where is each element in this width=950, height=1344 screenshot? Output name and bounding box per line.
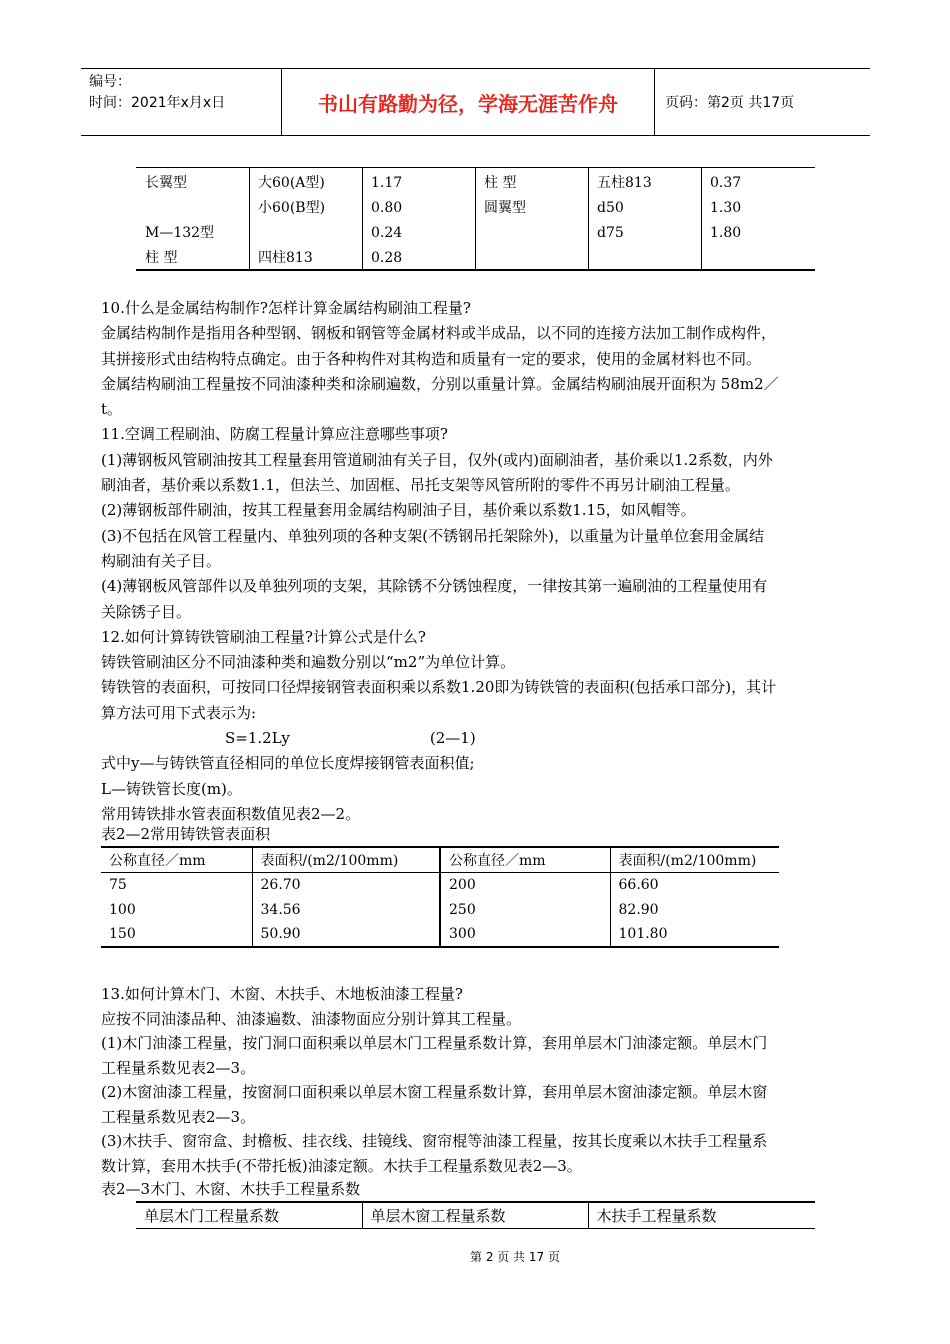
paragraph-line: (2)薄钢板部件刷油，按其工程量套用金属结构刷油子目，基价乘以系数1.15，如风帽等。 (101, 501, 696, 520)
table-cell: 250 (440, 897, 610, 922)
paragraph-line: (3)木扶手、窗帘盒、封檐板、挂衣线、挂镜线、窗帘棍等油漆工程量，按其长度乘以木扶手工程量系 (101, 1132, 768, 1150)
table-cell (258, 221, 368, 246)
table-cell: 50.90 (252, 922, 440, 947)
table-header-cell: 表面积/(m2/100mm) (610, 847, 779, 872)
paragraph-line: 13.如何计算木门、木窗、木扶手、木地板油漆工程量? (101, 985, 463, 1003)
paragraph-line: 其拼接形式由结构特点确定。由于各种构件对其构造和质量有一定的要求，使用的金属材料也不同。 (101, 349, 762, 368)
paragraph-line: 刷油者，基价乘以系数1.1，但法兰、加固框、吊托支架等风管所附的零件不再另计刷油工程量。 (101, 476, 740, 495)
table-cell: 0.80 (371, 200, 403, 216)
paragraph-line: L—铸铁管长度(m)。 (101, 779, 242, 798)
table-header-cell: 单层木门工程量系数 (136, 1202, 362, 1228)
paragraph-line: 应按不同油漆品种、油漆遍数、油漆物面应分别计算其工程量。 (101, 1009, 522, 1028)
radiator-area-table (136, 167, 815, 271)
table-cell: 1.30 (710, 200, 742, 216)
table-header-row (101, 847, 779, 872)
paragraph-line: 算方法可用下式表示为: (101, 703, 257, 722)
table-divider (701, 168, 702, 269)
paragraph-line: 金属结构制作是指用各种型钢、钢板和钢管等金属材料或半成品，以不同的连接方法加工制作成构件， (101, 324, 777, 343)
time-label: 时间：2021年x月x日 (89, 95, 226, 111)
table-row (101, 872, 779, 897)
paragraph-line: 铸铁管刷油区分不同油漆种类和遍数分别以“m2”为单位计算。 (101, 653, 516, 672)
paragraph-line: (2)木窗油漆工程量，按窗洞口面积乘以单层木窗工程量系数计算，套用单层木窗油漆定额。单层木窗 (101, 1083, 768, 1101)
paragraph-line: (4)薄钢板风管部件以及单独列项的支架，其除锈不分锈蚀程度，一律按其第一遍刷油的工程量使用有 (101, 577, 768, 596)
code-label: 编号： (89, 74, 131, 90)
table-cell: 300 (440, 922, 610, 947)
body-section-2 (101, 982, 853, 1178)
formula-line (101, 726, 853, 751)
table-cell: 圆翼型 (484, 200, 526, 216)
paragraph-line: (1)木门油漆工程量，按门洞口面积乘以单层木门工程量系数计算，套用单层木门油漆定额。单层木门 (101, 1034, 768, 1052)
table-cell: 五柱813 (597, 175, 652, 191)
table-cell: 0.24 (371, 225, 403, 241)
table-divider (249, 168, 250, 269)
table-cell: 1.80 (710, 225, 742, 241)
table2-caption: 表2—2常用铸铁管表面积 (101, 825, 271, 843)
table-cell: 82.90 (618, 901, 659, 918)
table-cell: 1.17 (371, 175, 403, 191)
table-cell: M—132型 (145, 225, 215, 241)
table-cell: 四柱813 (258, 250, 313, 266)
paragraph-line: 10.什么是金属结构制作?怎样计算金属结构刷油工程量? (101, 299, 471, 317)
paragraph-line: 关除锈子目。 (101, 602, 192, 621)
table-cell: 柱 型 (484, 175, 517, 191)
table-cell: 200 (440, 872, 610, 897)
wood-coefficient-table (136, 1201, 815, 1229)
table-divider (475, 168, 476, 269)
paragraph-line: 铸铁管的表面积，可按同口径焊接钢管表面积乘以系数1.20即为铸铁管的表面积(包括承口部分)，其计 (101, 678, 777, 697)
table-row (101, 897, 779, 922)
table-cell: 长翼型 (145, 175, 187, 191)
table-cell: 柱 型 (145, 250, 178, 266)
table1-col-5 (597, 168, 707, 269)
paragraph-line: (1)薄钢板风管刷油按其工程量套用管道刷油有关子目，仅外(或内)面刷油者，基价乘以1.2系数，内外 (101, 450, 773, 469)
table-cell: 0.28 (371, 250, 403, 266)
table-header-cell: 木扶手工程量系数 (588, 1202, 815, 1228)
table-divider (362, 168, 363, 269)
page-header (81, 68, 870, 136)
table-cell: 34.56 (252, 897, 440, 922)
header-page-info: 页码：第2页 共17页 (665, 95, 795, 111)
paragraph-line: 12.如何计算铸铁管刷油工程量?计算公式是什么? (101, 627, 426, 646)
paragraph-line: 金属结构刷油工程量按不同油漆种类和涂刷遍数，分别以重量计算。金属结构刷油展开面积为 58m2／ (101, 374, 779, 393)
table1-col-6 (710, 168, 810, 269)
paragraph-line: 常用铸铁排水管表面积数值见表2—2。 (101, 804, 361, 823)
table-cell: 66.60 (618, 876, 659, 893)
table-cell: 100 (101, 897, 252, 922)
table-row (101, 922, 779, 947)
table-cell: d50 (597, 200, 624, 216)
table-cell: 101.80 (610, 922, 779, 947)
table1-col-1 (145, 168, 255, 269)
paragraph-line: 构刷油有关子目。 (101, 551, 222, 570)
paragraph-line: 工程量系数见表2—3。 (101, 1058, 256, 1077)
body-section-1 (101, 296, 853, 827)
paragraph-line: (3)不包括在风管工程量内、单独列项的各种支架(不锈钢吊托架除外)，以重量为计量单位套用金属结 (101, 526, 764, 545)
table1-col-2 (258, 168, 368, 269)
table-cell: 75 (101, 872, 252, 897)
paragraph-line: 11.空调工程刷油、防腐工程量计算应注意哪些事项? (101, 425, 448, 444)
table-header-cell: 公称直径／mm (440, 847, 610, 872)
table-cell: 0.37 (710, 175, 742, 191)
page-footer: 第 2 页 共 17 页 (470, 1250, 560, 1264)
table-cell: 150 (101, 922, 252, 947)
paragraph-line: t。 (101, 400, 123, 419)
table-cell: d75 (597, 225, 624, 241)
table-divider (588, 168, 589, 269)
paragraph-line: 数计算，套用木扶手(不带托板)油漆定额。木扶手工程量系数见表2—3。 (101, 1156, 582, 1175)
table-cell: 小60(B型) (258, 200, 326, 216)
header-left-cell (81, 69, 282, 135)
table-header-cell: 公称直径／mm (101, 847, 252, 872)
table-header-cell: 表面积/(m2/100mm) (252, 847, 440, 872)
table-cell: 大60(A型) (258, 175, 325, 191)
formula-number: (2—1) (429, 729, 476, 748)
paragraph-line: 式中y—与铸铁管直径相同的单位长度焊接钢管表面积值; (101, 754, 475, 773)
table-header-cell: 单层木窗工程量系数 (362, 1202, 588, 1228)
table1-col-3 (371, 168, 481, 269)
table-cell: 26.70 (252, 872, 440, 897)
table-cell (145, 196, 255, 221)
table1-col-4 (484, 168, 594, 269)
paragraph-line: 工程量系数见表2—3。 (101, 1107, 256, 1126)
header-motto: 书山有路勤为径，学海无涯苦作舟 (282, 69, 655, 135)
table3-caption: 表2—3木门、木窗、木扶手工程量系数 (101, 1180, 361, 1198)
formula-expression: S=1.2Ly (225, 729, 290, 748)
cast-iron-pipe-area-table (101, 846, 779, 948)
table-header-row (136, 1202, 815, 1228)
